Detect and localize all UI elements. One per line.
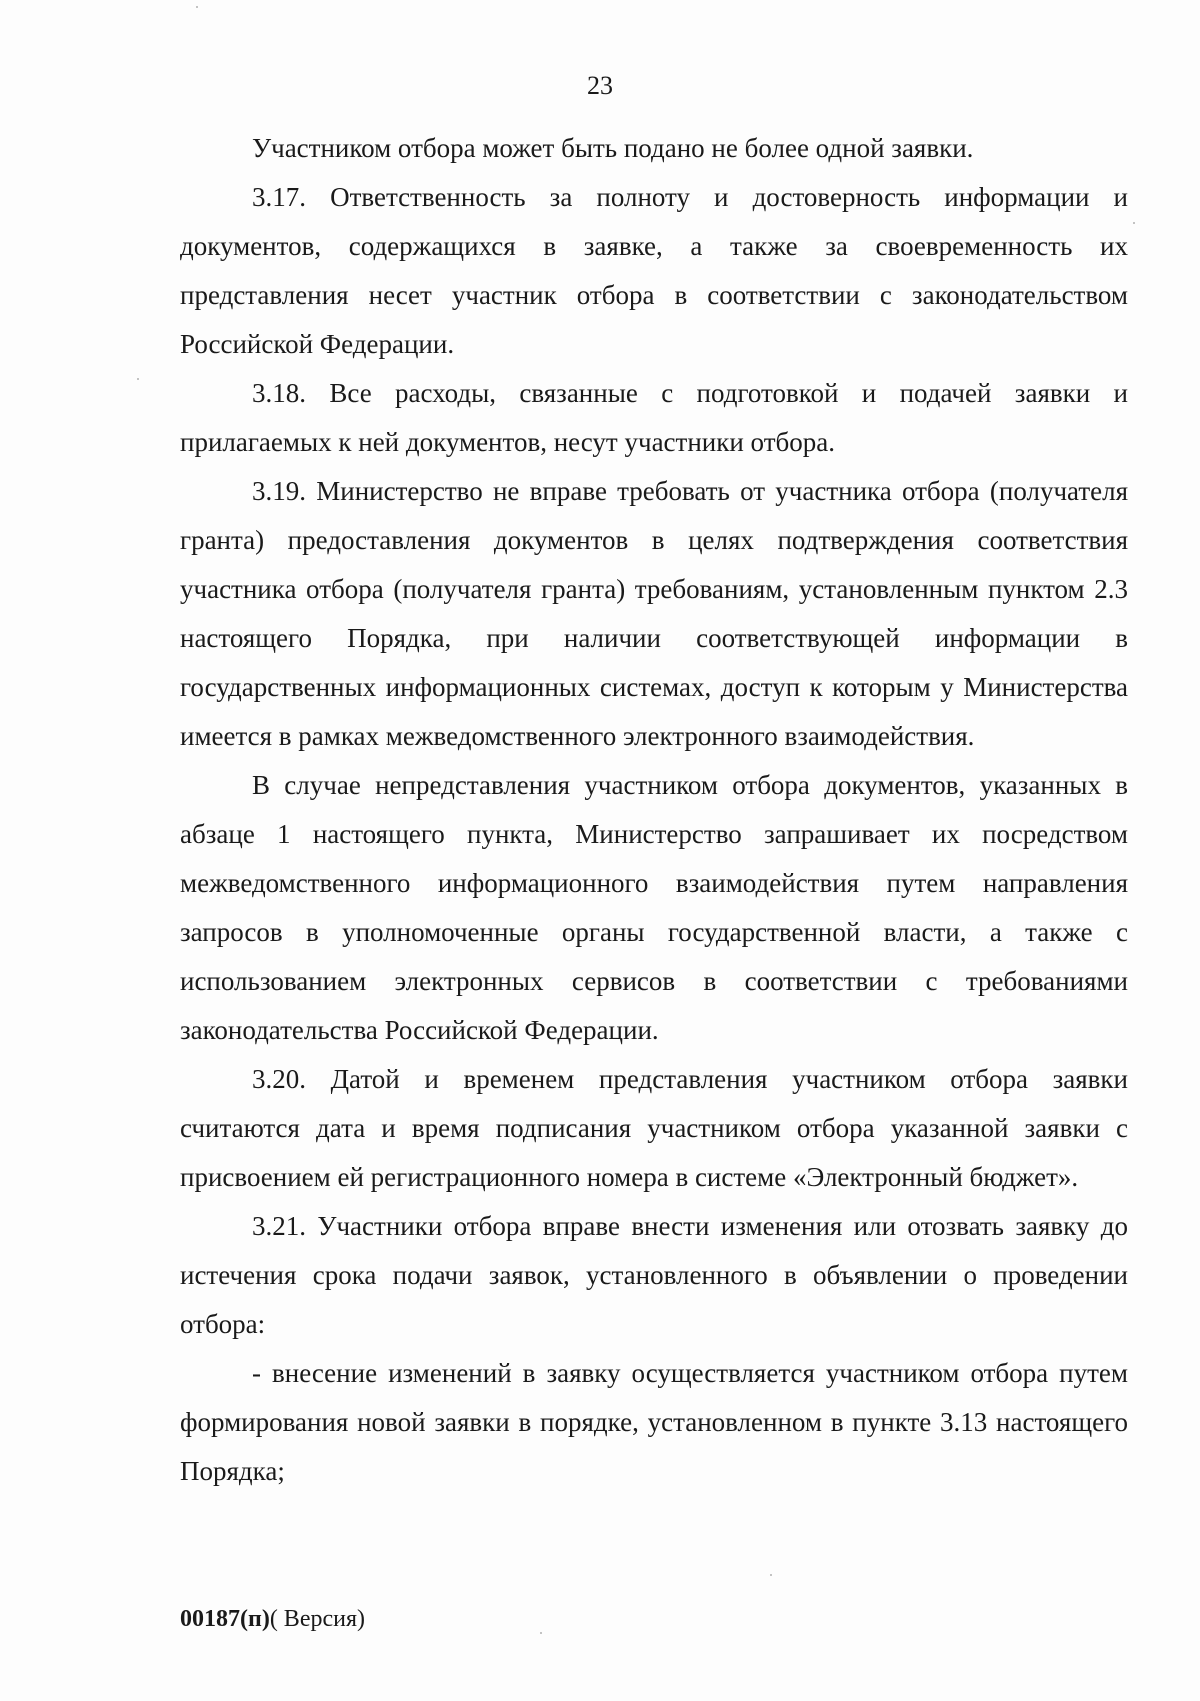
document-footer-code bbox=[180, 1604, 365, 1634]
paragraph-3-17: 3.17. Ответственность за полноту и достоверность информации и документов, содержащихся в заявке, а также за своевременность их представления несет участник отбора в соответствии с законодательством Российской Федерации. bbox=[180, 182, 1128, 359]
scan-speck bbox=[540, 1632, 542, 1634]
scan-speck bbox=[196, 6, 198, 8]
paragraph-3-18: 3.18. Все расходы, связанные с подготовкой и подачей заявки и прилагаемых к ней документов, несут участники отбора. bbox=[180, 378, 1128, 457]
footer-code-number: 00187(п) bbox=[180, 1606, 270, 1632]
scan-speck bbox=[137, 378, 139, 380]
paragraph-3-20: 3.20. Датой и временем представления участником отбора заявки считаются дата и время подписания участником отбора указанной заявки с присвоением ей регистрационного номера в системе «Электронный бюджет». bbox=[180, 1064, 1128, 1192]
paragraph-3-21: 3.21. Участники отбора вправе внести изменения или отозвать заявку до истечения срока подачи заявок, установленного в объявлении о проведении отбора: bbox=[180, 1211, 1128, 1339]
paragraph-3-19: 3.19. Министерство не вправе требовать от участника отбора (получателя гранта) предоставления документов в целях подтверждения соответствия участника отбора (получателя гранта) требованиям, установленным пунктом 2.3 настоящего Порядка, при наличии соответствующей информации в государственных информационных системах, доступ к которым у Министерства имеется в рамках межведомственного электронного взаимодействия. bbox=[180, 476, 1128, 751]
paragraph-3-21-item: - внесение изменений в заявку осуществляется участником отбора путем формирования новой заявки в порядке, установленном в пункте 3.13 настоящего Порядка; bbox=[180, 1358, 1128, 1486]
scan-speck bbox=[1133, 222, 1135, 224]
scan-speck bbox=[770, 1574, 772, 1576]
page-number: 23 bbox=[587, 71, 613, 100]
footer-version: ( Версия) bbox=[269, 1606, 365, 1632]
paragraph-1: Участником отбора может быть подано не более одной заявки. bbox=[252, 133, 974, 163]
paragraph-3-19-part-2: В случае непредставления участником отбора документов, указанных в абзаце 1 настоящего пункта, Министерство запрашивает их посредством межведомственного информационного взаимодействия путем направления запросов в уполномоченные органы государственной власти, а также с использованием электронных сервисов в соответствии с требованиями законодательства Российской Федерации. bbox=[180, 770, 1128, 1045]
body-text bbox=[180, 124, 1128, 1496]
